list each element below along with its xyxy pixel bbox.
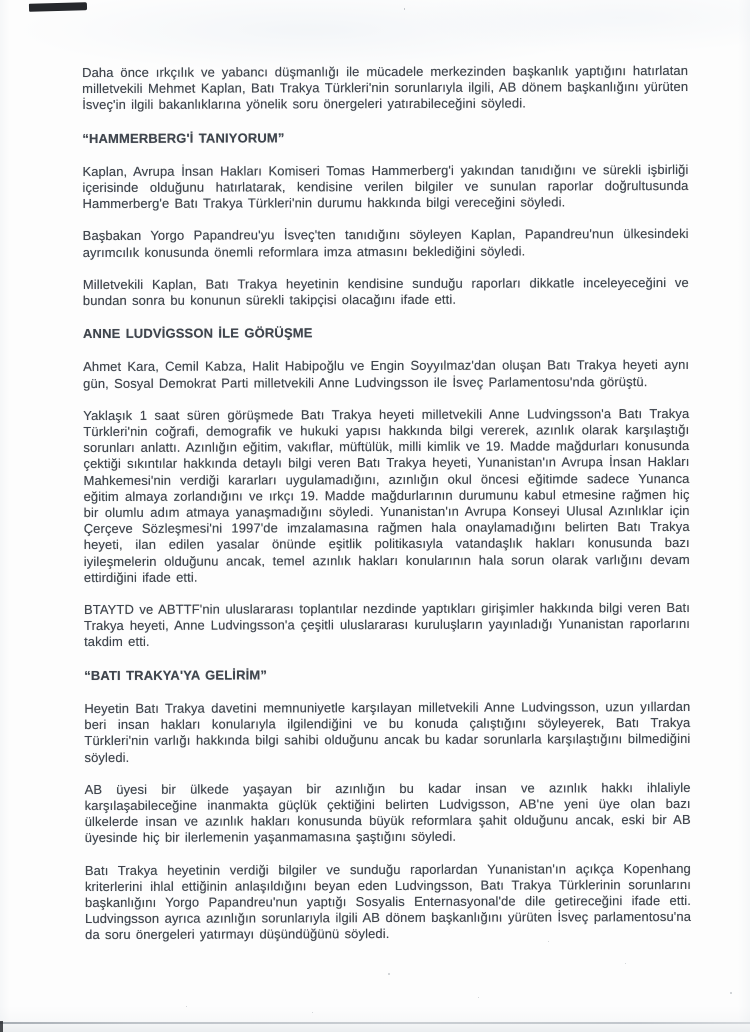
- scan-artifact-top-left: [29, 2, 87, 12]
- section-heading: “HAMMERBERG'İ TANIYORUM”: [82, 129, 285, 146]
- body-paragraph: BTAYTD ve ABTTF'nin uluslararası toplantılar nezdinde yaptıkları girişimler hakkında bilgi veren Batı Trakya heyeti, Anne Ludvingsson'a çeşitli uluslararası kuruluşların yayınladığı Yunanistan raporlarını takdim etti.: [83, 600, 691, 650]
- body-paragraph: Milletvekili Kaplan, Batı Trakya heyetinin kendisine sunduğu raporları dikkatle inceleyeceğini ve bundan sonra bu konunun sürekli takipçisi olacağını ifade etti.: [82, 274, 689, 309]
- body-paragraph: Batı Trakya heyetinin verdiği bilgiler ve sunduğu raporlardan Yunanistan'ın açıkça Kopenhang kriterlerini ihlal ettiğinin anlaşıldığını beyan eden Ludvingsson, Batı Trakya Türklerinin sorunlarını başkanlığını Yorgo Papandreu'nun yaptığı Sosyalis Enternasyonal'de dile getireceğini ifade etti. Ludvingsson ayrıca azınlığın sorunlarıyla ilgili AB dönem başkanlığını yürüten İsveç parlamentosu'na da soru önergeleri yatırmayı düşündüğünü söyledi.: [84, 860, 692, 943]
- body-paragraph: Ahmet Kara, Cemil Kabza, Halit Habipoğlu ve Engin Soyyılmaz'dan oluşan Batı Trakya heyeti aynı gün, Sosyal Demokrat Parti milletvekili Anne Ludvingsson ile İsveç Parlamentosu'nda görüştü.: [83, 357, 690, 391]
- body-paragraph: Yaklaşık 1 saat süren görüşmede Batı Trakya heyeti milletvekili Anne Ludvingsson'a Batı Trakya Türkleri'nin coğrafi, demografik ve hukuki yapısı hakkında bilgi vererek, azınlık olarak karşılaştığı sorunları anlattı. Azınlığın eğitim, vakıflar, müftülük, milli kimlik ve 19. Madde mağdurları konusunda çektiği sıkıntılar hakkında detaylı bilgi veren Batı Trakya heyeti, Yunanistan'ın Avrupa İnsan Hakları Mahkemesi'nin verdiği kararları uygulamadığını, azınlığın okul öncesi eğitimde sadece Yunanca eğitim almaya zorlandığını ve ırkçı 19. Madde mağdurlarının durumunu kabul etmesine rağmen hiç bir olumlu adım atmaya yanaşmadığını söyledi. Yunanistan'ın Avrupa Konseyi Ulusal Azınlıklar için Çerçeve Sözleşmesi'ni 1997'de imzalamasına rağmen hala onaylamadığını belirten Batı Trakya heyeti, ilan edilen yasalar önünde eşitlik politikasıyla vatandaşlık hakları konusunda bazı iyileşmelerin olduğunu ancak, temel azınlık hakları konularının hala sorun olarak varlığını devam ettirdiğini ifade etti.: [83, 405, 690, 585]
- body-paragraph: Başbakan Yorgo Papandreu'yu İsveç'ten tanıdığını söyleyen Kaplan, Papandreu'nun ülkesindeki ayrımcılık konusunda önemli reformlara imza atmasını beklediğini söyledi.: [82, 226, 689, 260]
- body-paragraph: AB üyesi bir ülkede yaşayan bir azınlığın bu kadar insan ve azınlık hakkı ihlaliyle karşılaşabileceğine inanmakta güçlük çektiğini belirten Ludvigsson, AB'ne yeni üye olan bazı ülkelerde insan ve azınlık hakları konusunda büyük reformlara şahit olduğunu ancak, eski bir AB üyesinde hiç bir ilerlemenin yaşanmamasına şaştığını söyledi.: [84, 779, 691, 846]
- section-heading: ANNE LUDVİGSSON İLE GÖRÜŞME: [82, 325, 313, 342]
- scanner-background-strip: [0, 1024, 750, 1032]
- body-paragraph: Daha önce ırkçılık ve yabancı düşmanlığı ile mücadele merkezinden başkanlık yaptığını hatırlatan milletvekili Mehmet Kaplan, Batı Trakya Türkleri'nin sorunlarıyla ilgili, AB dönem başkanlığını yürüten İsveç'in ilgili bakanlıklarına yönelik soru önergeleri yatırabileceğini söyledi.: [82, 62, 689, 113]
- scan-artifact-bottom-left: [0, 1021, 3, 1032]
- body-paragraph: Kaplan, Avrupa İnsan Hakları Komiseri Tomas Hammerberg'i yakından tanıdığını ve sürekli işbirliği içerisinde olduğunu hatırlatarak, kendisine verilen bilgiler ve sunulan raporlar doğrultusunda Hammerberg'e Batı Trakya Türkleri'nin durumu hakkında bilgi vereceğini söyledi.: [82, 161, 689, 212]
- section-heading: “BATI TRAKYA'YA GELİRİM”: [84, 667, 268, 683]
- document-text-block: [82, 47, 691, 960]
- body-paragraph: Heyetin Batı Trakya davetini memnuniyetle karşılayan milletvekili Anne Ludvingsson, uzun yıllardan beri insan hakları konularıyla ilgilendiğini ve bu konuda çalıştığını söyleyerek, Batı Trakya Türkleri'nin varlığı hakkında bilgi sahibi olduğunu ancak bu kadar sorunlarla karşılaştığını bilmediğini söyledi.: [84, 698, 691, 765]
